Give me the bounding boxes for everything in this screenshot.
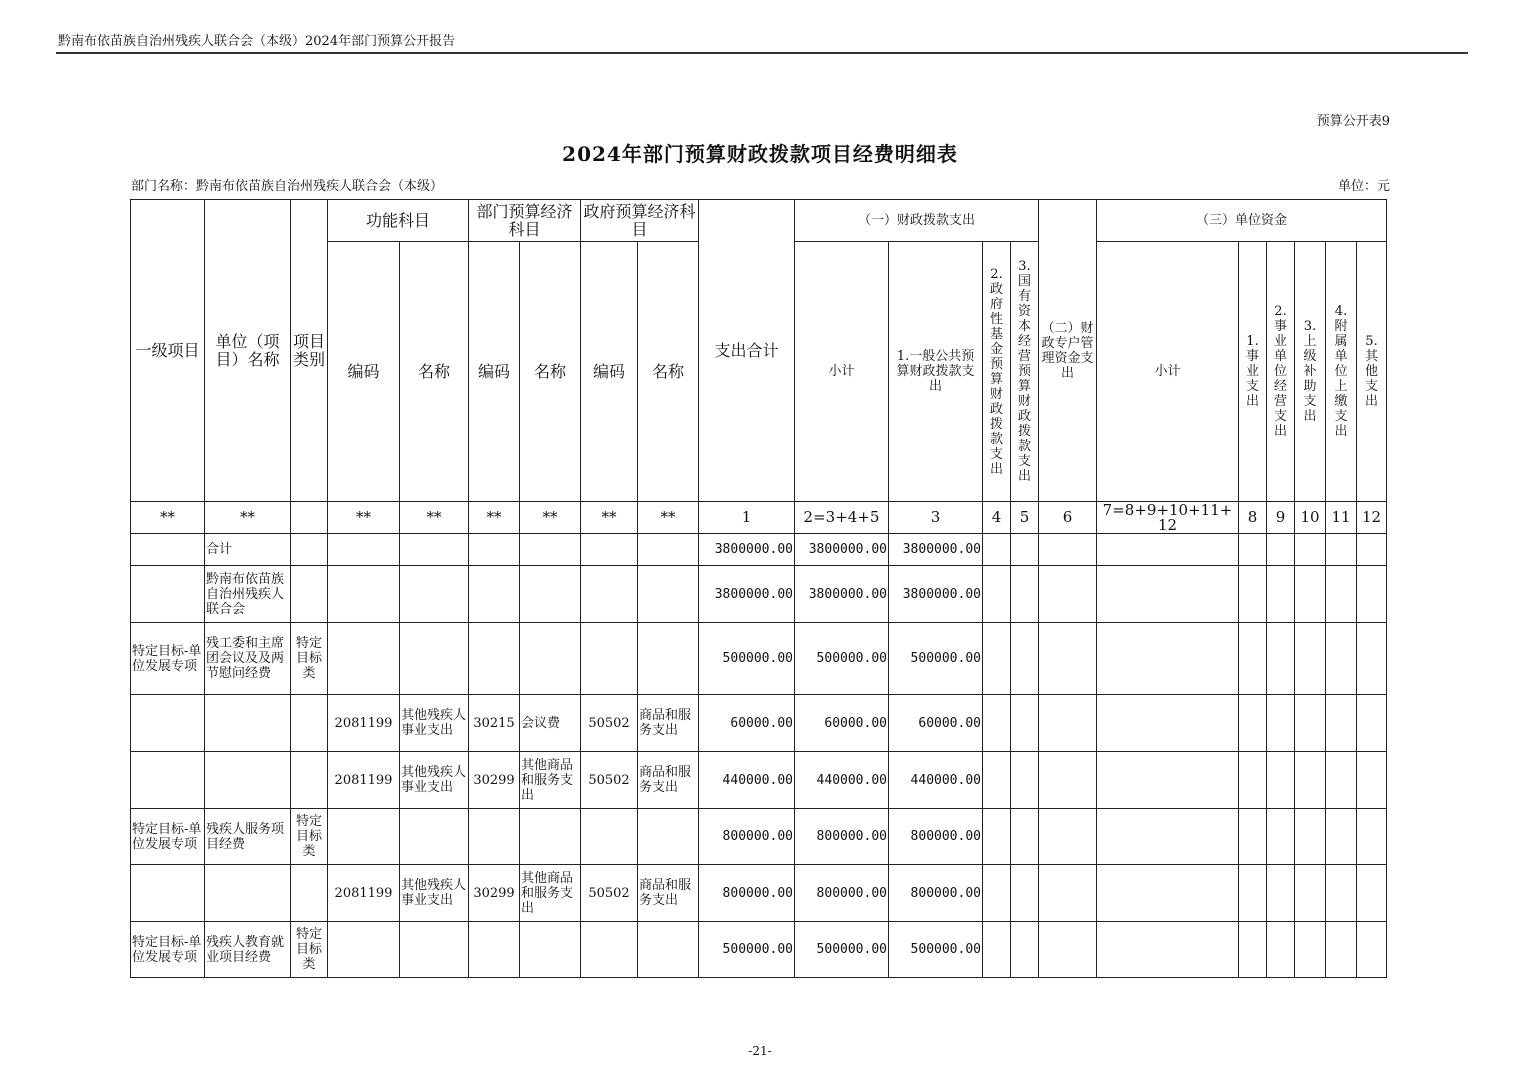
- cell-gc: 50502: [581, 695, 638, 752]
- cell-dn: 会议费: [520, 695, 581, 752]
- col-unit-funds-group: （三）单位资金: [1097, 200, 1387, 242]
- cell-empty: [1011, 695, 1039, 752]
- cell-unit: [205, 752, 291, 809]
- cell-dn: [520, 623, 581, 695]
- cell-gc: 50502: [581, 752, 638, 809]
- cell-empty: [1326, 534, 1357, 566]
- cell-gen: 500000.00: [889, 922, 983, 978]
- cell-dn: [520, 566, 581, 623]
- cell-empty: [1239, 623, 1267, 695]
- cell-l1: [131, 752, 205, 809]
- cell-dc: 30299: [469, 865, 520, 922]
- cell-total: 800000.00: [699, 809, 795, 865]
- cell-dn: 其他商品和服务支出: [520, 752, 581, 809]
- cell-fn: 其他残疾人事业支出: [400, 752, 469, 809]
- cell-fc: [328, 809, 400, 865]
- cell-unit: [205, 695, 291, 752]
- cell-gc: [581, 922, 638, 978]
- index-cell: 9: [1267, 502, 1295, 534]
- cell-empty: [1357, 752, 1387, 809]
- index-cell: **: [328, 502, 400, 534]
- cell-empty: [1097, 695, 1239, 752]
- budget-table: [130, 199, 1387, 978]
- cell-fc: [328, 566, 400, 623]
- cell-total: 3800000.00: [699, 534, 795, 566]
- cell-sub: 800000.00: [795, 865, 889, 922]
- index-cell: **: [581, 502, 638, 534]
- cell-gen: 60000.00: [889, 695, 983, 752]
- cell-fn: [400, 922, 469, 978]
- cell-empty: [983, 809, 1011, 865]
- cell-gc: [581, 809, 638, 865]
- index-cell: 1: [699, 502, 795, 534]
- cell-gen: 800000.00: [889, 865, 983, 922]
- col-project-type: 项目类别: [291, 200, 328, 502]
- cell-fn: [400, 809, 469, 865]
- cell-fn: [400, 534, 469, 566]
- cell-empty: [983, 922, 1011, 978]
- cell-dc: 30299: [469, 752, 520, 809]
- col-func-name: 名称: [400, 242, 469, 502]
- cell-gen: 500000.00: [889, 623, 983, 695]
- cell-empty: [1326, 865, 1357, 922]
- table-row: [131, 809, 1387, 865]
- cell-dc: [469, 922, 520, 978]
- cell-gn: [638, 534, 699, 566]
- cell-empty: [1011, 752, 1039, 809]
- table-row: [131, 922, 1387, 978]
- cell-empty: [1039, 752, 1097, 809]
- col-func-subject: 功能科目: [328, 200, 469, 242]
- col-fiscal-group: （一）财政拨款支出: [795, 200, 1039, 242]
- cell-type: 特定目标类: [291, 922, 328, 978]
- cell-gen: 800000.00: [889, 809, 983, 865]
- cell-type: [291, 566, 328, 623]
- cell-l1: [131, 695, 205, 752]
- index-cell: 2=3+4+5: [795, 502, 889, 534]
- index-row: [131, 502, 1387, 534]
- cell-empty: [1239, 566, 1267, 623]
- cell-fc: 2081199: [328, 695, 400, 752]
- table-row: [131, 695, 1387, 752]
- cell-empty: [1267, 752, 1295, 809]
- cell-type: [291, 695, 328, 752]
- cell-sub: 500000.00: [795, 623, 889, 695]
- col-state-capital: 3.国有资本经营预算财政拨款支出: [1011, 242, 1039, 502]
- cell-empty: [1097, 922, 1239, 978]
- col-career: 1.事业支出: [1239, 242, 1267, 502]
- col-special-account: （二）财政专户管理资金支出: [1039, 200, 1097, 502]
- cell-empty: [1295, 695, 1326, 752]
- index-cell: **: [131, 502, 205, 534]
- index-cell: 10: [1295, 502, 1326, 534]
- cell-dn: 其他商品和服务支出: [520, 865, 581, 922]
- cell-gen: 3800000.00: [889, 534, 983, 566]
- cell-empty: [1011, 809, 1039, 865]
- cell-empty: [1267, 695, 1295, 752]
- cell-empty: [1097, 865, 1239, 922]
- cell-gn: 商品和服务支出: [638, 752, 699, 809]
- cell-sub: 800000.00: [795, 809, 889, 865]
- cell-total: 440000.00: [699, 752, 795, 809]
- cell-fn: [400, 623, 469, 695]
- cell-empty: [1097, 534, 1239, 566]
- cell-l1: [131, 566, 205, 623]
- cell-empty: [1326, 809, 1357, 865]
- cell-dn: [520, 922, 581, 978]
- cell-empty: [1357, 534, 1387, 566]
- cell-fc: [328, 922, 400, 978]
- cell-empty: [1357, 623, 1387, 695]
- cell-sub: 500000.00: [795, 922, 889, 978]
- col-total: 支出合计: [699, 200, 795, 502]
- cell-sub: 440000.00: [795, 752, 889, 809]
- cell-fc: 2081199: [328, 865, 400, 922]
- cell-unit: 残疾人服务项目经费: [205, 809, 291, 865]
- index-cell: **: [469, 502, 520, 534]
- cell-type: [291, 534, 328, 566]
- cell-empty: [1326, 752, 1357, 809]
- cell-empty: [1097, 752, 1239, 809]
- cell-total: 500000.00: [699, 623, 795, 695]
- cell-dc: [469, 809, 520, 865]
- cell-empty: [1039, 695, 1097, 752]
- col-business: 2.事业单位经营支出: [1267, 242, 1295, 502]
- col-gov-name: 名称: [638, 242, 699, 502]
- cell-dc: [469, 623, 520, 695]
- cell-empty: [1039, 865, 1097, 922]
- cell-empty: [1097, 809, 1239, 865]
- cell-fn: 其他残疾人事业支出: [400, 695, 469, 752]
- table-row: [131, 865, 1387, 922]
- cell-gc: 50502: [581, 865, 638, 922]
- cell-empty: [1039, 922, 1097, 978]
- index-cell: [291, 502, 328, 534]
- col-other: 5.其他支出: [1357, 242, 1387, 502]
- cell-l1: 特定目标-单位发展专项: [131, 922, 205, 978]
- cell-gn: 商品和服务支出: [638, 865, 699, 922]
- col-func-code: 编码: [328, 242, 400, 502]
- cell-type: 特定目标类: [291, 809, 328, 865]
- cell-empty: [983, 695, 1011, 752]
- index-cell: 4: [983, 502, 1011, 534]
- cell-unit: 残疾人教育就业项目经费: [205, 922, 291, 978]
- cell-empty: [1267, 534, 1295, 566]
- cell-empty: [1039, 623, 1097, 695]
- cell-gen: 440000.00: [889, 752, 983, 809]
- index-cell: 8: [1239, 502, 1267, 534]
- cell-empty: [1039, 534, 1097, 566]
- cell-empty: [1239, 922, 1267, 978]
- cell-type: 特定目标类: [291, 623, 328, 695]
- cell-l1: [131, 534, 205, 566]
- index-cell: 6: [1039, 502, 1097, 534]
- col-level1: 一级项目: [131, 200, 205, 502]
- col-gov-econ: 政府预算经济科目: [581, 200, 699, 242]
- cell-unit: 残工委和主席团会议及及两节慰问经费: [205, 623, 291, 695]
- running-header: 黔南布依苗族自治州残疾人联合会（本级）2024年部门预算公开报告: [58, 34, 456, 49]
- col-affiliate: 4.附属单位上缴支出: [1326, 242, 1357, 502]
- cell-type: [291, 865, 328, 922]
- index-cell: **: [400, 502, 469, 534]
- cell-dc: [469, 566, 520, 623]
- cell-empty: [1097, 623, 1239, 695]
- cell-empty: [983, 566, 1011, 623]
- index-cell: 3: [889, 502, 983, 534]
- cell-total: 800000.00: [699, 865, 795, 922]
- cell-sub: 3800000.00: [795, 534, 889, 566]
- col-dept-name: 名称: [520, 242, 581, 502]
- index-cell: 12: [1357, 502, 1387, 534]
- index-cell: **: [205, 502, 291, 534]
- cell-fc: [328, 623, 400, 695]
- cell-gc: [581, 623, 638, 695]
- cell-total: 60000.00: [699, 695, 795, 752]
- cell-empty: [1357, 566, 1387, 623]
- cell-gc: [581, 534, 638, 566]
- cell-dn: [520, 534, 581, 566]
- cell-empty: [1295, 752, 1326, 809]
- cell-empty: [1357, 695, 1387, 752]
- cell-empty: [1039, 809, 1097, 865]
- page-title: 2024年部门预算财政拨款项目经费明细表: [562, 142, 958, 166]
- cell-empty: [1295, 922, 1326, 978]
- cell-empty: [1011, 865, 1039, 922]
- col-unit-name: 单位（项目）名称: [205, 200, 291, 502]
- cell-empty: [1239, 865, 1267, 922]
- cell-empty: [1011, 922, 1039, 978]
- cell-fn: [400, 566, 469, 623]
- cell-empty: [1295, 865, 1326, 922]
- cell-empty: [1357, 809, 1387, 865]
- cell-unit: 黔南布依苗族自治州残疾人联合会: [205, 566, 291, 623]
- cell-empty: [983, 623, 1011, 695]
- cell-empty: [1239, 752, 1267, 809]
- cell-sub: 3800000.00: [795, 566, 889, 623]
- col-gov-fund: 2.政府性基金预算财政拨款支出: [983, 242, 1011, 502]
- cell-empty: [983, 865, 1011, 922]
- cell-gn: [638, 922, 699, 978]
- cell-dc: 30215: [469, 695, 520, 752]
- cell-empty: [1295, 623, 1326, 695]
- cell-empty: [1239, 695, 1267, 752]
- cell-fn: 其他残疾人事业支出: [400, 865, 469, 922]
- col-dept-econ: 部门预算经济科目: [469, 200, 581, 242]
- cell-l1: 特定目标-单位发展专项: [131, 809, 205, 865]
- table-row: [131, 623, 1387, 695]
- cell-gn: [638, 623, 699, 695]
- index-cell: **: [520, 502, 581, 534]
- cell-gn: [638, 566, 699, 623]
- col-subtotal: 小计: [795, 242, 889, 502]
- cell-empty: [1295, 534, 1326, 566]
- index-cell: 7=8+9+10+11+12: [1097, 502, 1239, 534]
- cell-empty: [1357, 922, 1387, 978]
- unit-label: 单位：元: [1337, 179, 1390, 194]
- department-label: 部门名称：黔南布依苗族自治州残疾人联合会（本级）: [131, 179, 444, 194]
- index-cell: **: [638, 502, 699, 534]
- cell-empty: [1267, 922, 1295, 978]
- cell-type: [291, 752, 328, 809]
- cell-unit: 合计: [205, 534, 291, 566]
- cell-empty: [1267, 809, 1295, 865]
- cell-empty: [1357, 865, 1387, 922]
- cell-gn: 商品和服务支出: [638, 695, 699, 752]
- table-tag: 预算公开表9: [1316, 114, 1390, 129]
- header-divider: [56, 52, 1468, 54]
- cell-empty: [983, 752, 1011, 809]
- cell-gen: 3800000.00: [889, 566, 983, 623]
- page-number: -21-: [748, 1044, 772, 1058]
- cell-empty: [1326, 623, 1357, 695]
- index-cell: 5: [1011, 502, 1039, 534]
- cell-empty: [1295, 809, 1326, 865]
- cell-fc: [328, 534, 400, 566]
- cell-empty: [1295, 566, 1326, 623]
- cell-l1: 特定目标-单位发展专项: [131, 623, 205, 695]
- cell-empty: [1326, 695, 1357, 752]
- cell-gc: [581, 566, 638, 623]
- cell-fc: 2081199: [328, 752, 400, 809]
- cell-total: 500000.00: [699, 922, 795, 978]
- col-subsidy: 3.上级补助支出: [1295, 242, 1326, 502]
- cell-total: 3800000.00: [699, 566, 795, 623]
- col-dept-code: 编码: [469, 242, 520, 502]
- cell-empty: [1011, 623, 1039, 695]
- table-row: [131, 752, 1387, 809]
- cell-gn: [638, 809, 699, 865]
- table-row: [131, 566, 1387, 623]
- index-cell: 11: [1326, 502, 1357, 534]
- col-general-public: 1.一般公共预算财政拨款支出: [889, 242, 983, 502]
- cell-empty: [1326, 922, 1357, 978]
- cell-l1: [131, 865, 205, 922]
- cell-dc: [469, 534, 520, 566]
- cell-empty: [1267, 865, 1295, 922]
- cell-empty: [1326, 566, 1357, 623]
- cell-empty: [1267, 566, 1295, 623]
- cell-empty: [1267, 623, 1295, 695]
- cell-empty: [1097, 566, 1239, 623]
- col-gov-code: 编码: [581, 242, 638, 502]
- cell-empty: [983, 534, 1011, 566]
- cell-empty: [1039, 566, 1097, 623]
- cell-empty: [1239, 534, 1267, 566]
- cell-empty: [1011, 534, 1039, 566]
- cell-empty: [1011, 566, 1039, 623]
- cell-empty: [1239, 809, 1267, 865]
- table-row: [131, 534, 1387, 566]
- cell-dn: [520, 809, 581, 865]
- cell-unit: [205, 865, 291, 922]
- cell-sub: 60000.00: [795, 695, 889, 752]
- col-unit-subtotal: 小计: [1097, 242, 1239, 502]
